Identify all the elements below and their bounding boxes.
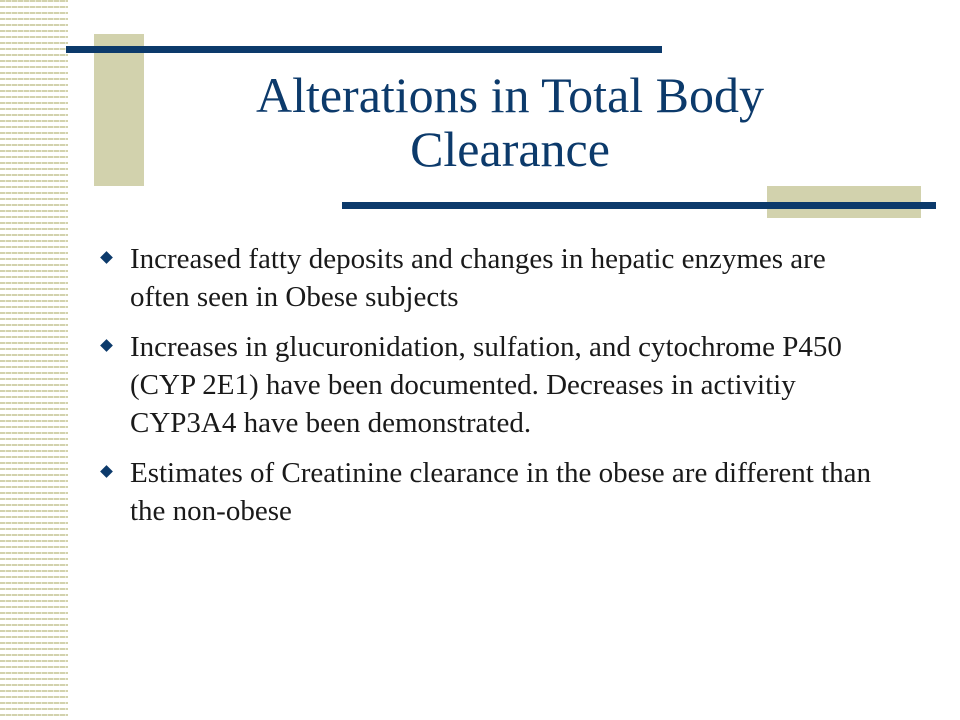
diamond-bullet-icon: [100, 465, 113, 478]
navy-rule-top: [66, 46, 662, 53]
diamond-bullet-icon: [100, 339, 113, 352]
bullet-list: [100, 240, 880, 542]
slide-title: [150, 68, 870, 176]
bullet-item-glucuronidation: [100, 328, 880, 442]
bullet-item-creatinine: [100, 454, 880, 530]
navy-rule-bottom: [342, 202, 936, 209]
left-striped-border-overlay: [0, 0, 68, 720]
bullet-text: Estimates of Creatinine clearance in the obese are different than the non-obese: [130, 457, 872, 527]
slide-title-line-1: Alterations in Total Body: [255, 67, 765, 123]
bullet-item-fatty-deposits: [100, 240, 880, 316]
slide-title-line-2: Clearance: [410, 121, 610, 177]
bullet-text: Increases in glucuronidation, sulfation, and cytochrome P450 (CYP 2E1) have been documented. Decreases in activitiy CYP3A4 have been demonstrated.: [130, 331, 842, 439]
diamond-bullet-icon: [100, 251, 113, 264]
bullet-text: Increased fatty deposits and changes in hepatic enzymes are often seen in Obese subjects: [130, 243, 826, 313]
tan-accent-block-top-left: [94, 34, 144, 186]
